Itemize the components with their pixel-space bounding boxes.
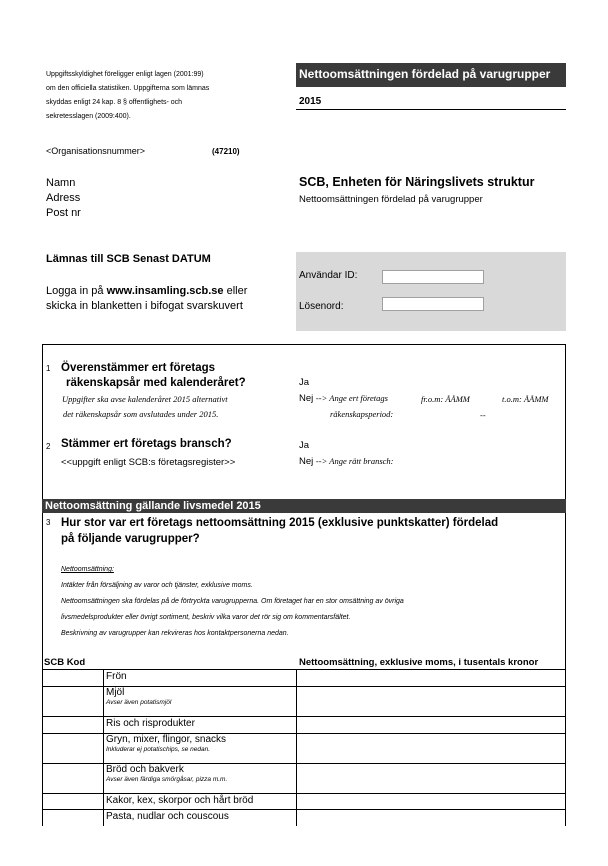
- year-field: 2015: [296, 96, 566, 110]
- scb-subtitle: Nettoomsättningen fördelad på varugrupper: [299, 194, 483, 205]
- form-code: (47210): [212, 147, 240, 156]
- recipient-name: Namn: [46, 177, 76, 189]
- col-header-code: SCB Kod: [44, 657, 86, 668]
- q3-line2: på följande varugrupper?: [61, 533, 200, 545]
- q1-note: [62, 392, 228, 422]
- user-id-label: Användar ID:: [299, 270, 358, 281]
- q1-to[interactable]: t.o.m: ÅÅMM: [502, 394, 549, 404]
- row-label: Ris och risprodukter: [106, 718, 195, 729]
- q3-def-line: Intäkter från försäljning av varor och tjänster, exklusive moms.: [61, 582, 253, 589]
- row-label: Kakor, kex, skorpor och hårt bröd: [106, 795, 254, 806]
- login-url[interactable]: www.insamling.scb.se: [106, 285, 224, 297]
- row-note: Avser även potatismjöl: [106, 699, 172, 706]
- login-prefix: Logga in på: [46, 285, 107, 297]
- login-line2: skicka in blanketten i bifogat svarskuvert: [46, 300, 243, 312]
- table-row: [106, 687, 171, 706]
- password-label: Lösenord:: [299, 301, 344, 312]
- form-title: Nettoomsättningen fördelad på varugrupper: [296, 63, 566, 87]
- q2-yes[interactable]: Ja: [299, 440, 310, 451]
- q1-period: räkenskapsperiod:: [330, 409, 394, 419]
- row-label: Gryn, mixer, flingor, snacks: [106, 734, 227, 745]
- row-note: Inkluderar ej potatischips, se nedan.: [106, 746, 211, 753]
- q1-from[interactable]: fr.o.m: ÅÅMM: [421, 394, 470, 404]
- q2-arrow-text: --> Ange rätt bransch:: [315, 456, 394, 466]
- q2-subtext: <<uppgift enligt SCB:s företagsregister>>: [61, 457, 236, 468]
- table-row: [106, 718, 195, 729]
- q1-no-row: [299, 393, 388, 404]
- q1-note2: det räkenskapsår som avslutades under 2015.: [63, 409, 219, 419]
- q1-question: [61, 361, 246, 391]
- q3-def-line: livsmedelsprodukter eller övrigt sortiment, beskriv vilka varor det rör sig om kommentarsfältet.: [61, 614, 351, 621]
- deadline: Lämnas till SCB Senast DATUM: [46, 253, 211, 265]
- q1-yes[interactable]: Ja: [299, 377, 310, 388]
- scb-title: SCB, Enheten för Näringslivets struktur: [299, 175, 535, 189]
- q1-dash: --: [480, 410, 486, 420]
- value-input-brod[interactable]: [297, 764, 565, 793]
- q3-def-line: Nettoomsättningen ska fördelas på de förtryckta varugrupperna. Om företaget har en stor omsättning av övriga: [61, 598, 404, 605]
- legal-line: sekretesslagen (2009:400).: [46, 113, 131, 120]
- legal-line: om den officiella statistiken. Uppgifterna som lämnas: [46, 85, 210, 92]
- login-box: [296, 252, 566, 331]
- q1-no[interactable]: Nej: [299, 393, 314, 404]
- user-id-input[interactable]: [382, 270, 484, 284]
- q3-def-line: Beskrivning av varugrupper kan rekvireras hos kontaktpersonerna nedan.: [61, 630, 289, 637]
- value-input-kakor[interactable]: [297, 794, 565, 809]
- recipient-fields: [46, 176, 81, 221]
- table-row: [106, 811, 229, 822]
- org-number-label: <Organisationsnummer>: [46, 146, 146, 156]
- q3-line1: Hur stor var ert företags nettoomsättning 2015 (exklusive punktskatter) fördelad: [61, 517, 499, 529]
- value-input-gryn[interactable]: [297, 734, 565, 763]
- legal-line: skyddas enligt 24 kap. 8 § offentlighets- och: [46, 99, 183, 106]
- q3-definition: [61, 562, 404, 642]
- value-input-fron[interactable]: [297, 670, 565, 686]
- table-row: [106, 671, 127, 682]
- q2-no[interactable]: Nej: [299, 456, 314, 467]
- value-input-pasta[interactable]: [297, 810, 565, 826]
- q2-no-row: [299, 456, 394, 467]
- q1-number: 1: [46, 364, 51, 373]
- table-row: [106, 764, 227, 783]
- q1-line2: räkenskapsår med kalenderåret?: [66, 377, 246, 389]
- q1-note1: Uppgifter ska avse kalenderåret 2015 alternativt: [62, 394, 228, 404]
- col-header-value: Nettoomsättning, exklusive moms, i tusentals kronor: [299, 657, 539, 668]
- login-instructions: [46, 284, 247, 314]
- login-suffix: eller: [223, 285, 248, 297]
- recipient-address: Adress: [46, 192, 81, 204]
- legal-line: Uppgiftsskyldighet föreligger enligt lagen (2001:99): [46, 71, 204, 78]
- q3-def-title: Nettoomsättning:: [61, 566, 114, 573]
- value-input-mjol[interactable]: [297, 687, 565, 716]
- q3-question: [61, 515, 498, 547]
- table-row: [106, 795, 253, 806]
- q1-line1: Överenstämmer ert företags: [61, 362, 216, 374]
- password-input[interactable]: [382, 297, 484, 311]
- q2-number: 2: [46, 442, 51, 451]
- section-title: Nettoomsättning gällande livsmedel 2015: [42, 499, 566, 513]
- q2-question: Stämmer ert företags bransch?: [61, 438, 232, 450]
- q1-arrow-text: --> Ange ert företags: [315, 393, 388, 403]
- legal-notice: [46, 68, 209, 124]
- q3-number: 3: [46, 518, 51, 527]
- value-input-ris[interactable]: [297, 717, 565, 733]
- table-row: [106, 734, 226, 753]
- row-label: Frön: [106, 671, 127, 682]
- row-note: Avser även färdiga smörgåsar, pizza m.m.: [106, 776, 228, 783]
- row-label: Mjöl: [106, 687, 125, 698]
- row-label: Pasta, nudlar och couscous: [106, 811, 229, 822]
- recipient-postal: Post nr: [46, 207, 81, 219]
- row-label: Bröd och bakverk: [106, 764, 184, 775]
